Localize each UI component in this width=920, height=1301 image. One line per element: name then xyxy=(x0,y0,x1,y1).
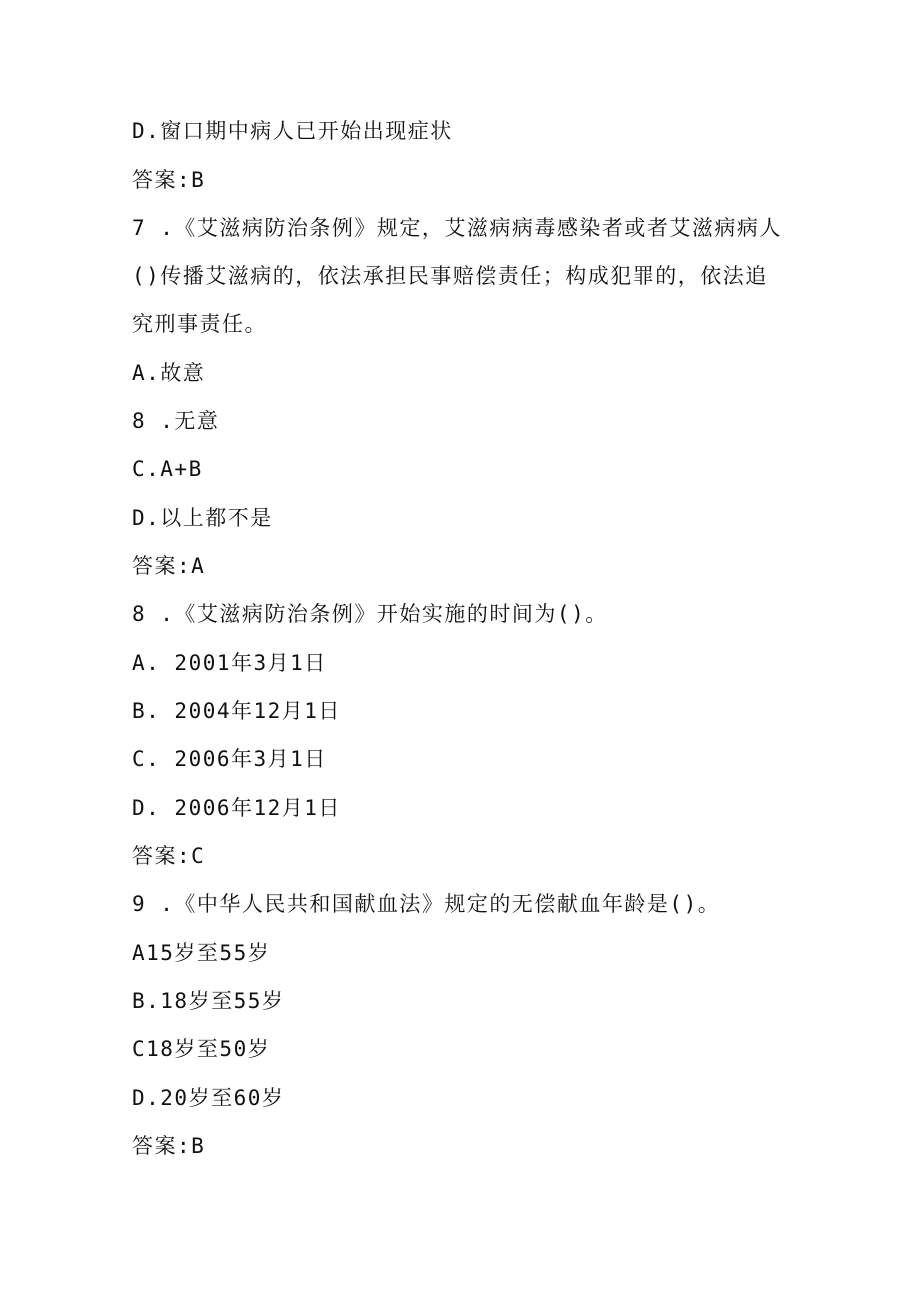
question-9-text: 9 .《中华人民共和国献血法》规定的无偿献血年龄是()。 xyxy=(132,892,721,916)
question-8-option-c: C. 2006年3月1日 xyxy=(132,747,327,771)
question-7-text-line-1: 7 .《艾滋病防治条例》规定，艾滋病病毒感染者或者艾滋病病人 xyxy=(132,216,782,240)
question-8-option-b: B. 2004年12月1日 xyxy=(132,699,341,723)
question-6-option-d: D.窗口期中病人已开始出现症状 xyxy=(132,119,453,143)
question-7-text-line-2: ()传播艾滋病的，依法承担民事赔偿责任；构成犯罪的，依法追 xyxy=(132,264,768,288)
question-7-option-d: D.以上都不是 xyxy=(132,506,273,530)
question-9-answer: 答案:B xyxy=(132,1134,206,1158)
question-9-option-d: D.20岁至60岁 xyxy=(132,1086,285,1110)
question-8-option-a: A. 2001年3月1日 xyxy=(132,651,327,675)
question-7-option-a: A.故意 xyxy=(132,361,206,385)
question-6-answer: 答案:B xyxy=(132,168,206,192)
question-7-text-line-3: 究刑事责任。 xyxy=(132,312,267,336)
question-8-option-d: D. 2006年12月1日 xyxy=(132,796,341,820)
question-7-option-c: C.A+B xyxy=(132,457,203,481)
question-7-option-b: 8 .无意 xyxy=(132,409,220,433)
question-9-option-b: B.18岁至55岁 xyxy=(132,989,285,1013)
question-8-answer: 答案:C xyxy=(132,844,206,868)
question-9-option-c: C18岁至50岁 xyxy=(132,1037,271,1061)
question-7-answer: 答案:A xyxy=(132,554,206,578)
question-9-option-a: A15岁至55岁 xyxy=(132,941,271,965)
question-8-text: 8 .《艾滋病防治条例》开始实施的时间为()。 xyxy=(132,602,608,626)
